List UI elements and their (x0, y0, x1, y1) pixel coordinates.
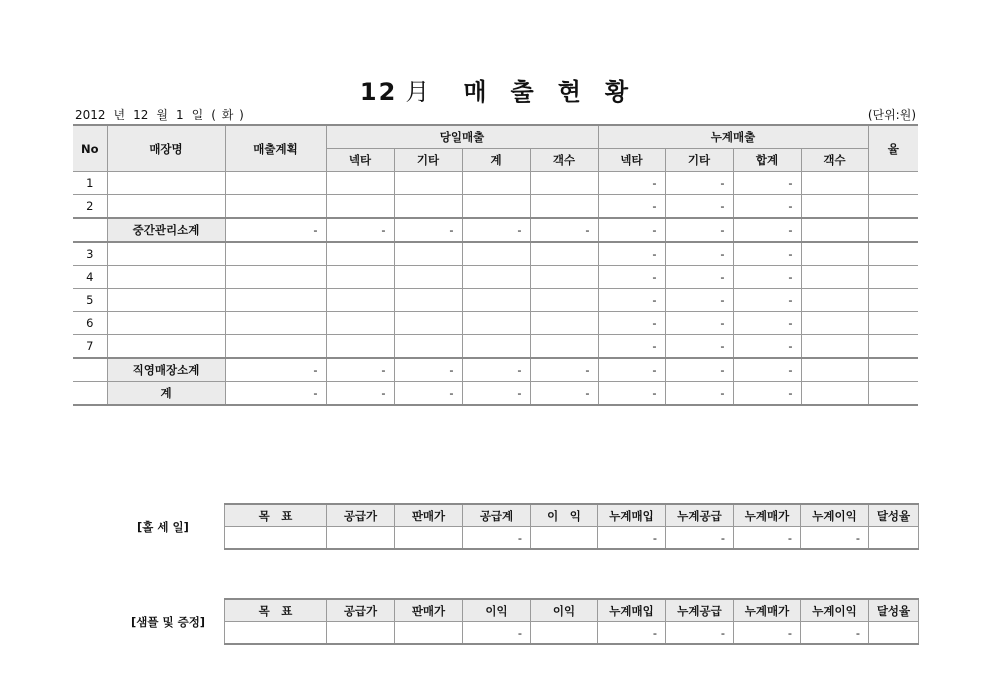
value-cell: - (462, 358, 530, 382)
value-cell (531, 622, 598, 645)
subtotal-row (73, 218, 918, 242)
header-plan: 매출계획 (225, 125, 326, 172)
value-cell (530, 312, 598, 335)
value-cell: - (598, 172, 665, 195)
report-date (75, 106, 252, 123)
value-cell (462, 242, 530, 266)
column-header: 이 익 (531, 504, 598, 527)
value-cell: - (598, 382, 665, 406)
value-cell: - (326, 358, 394, 382)
value-cell: - (733, 172, 801, 195)
value-cell: - (598, 622, 666, 645)
value-cell: - (326, 382, 394, 406)
header-today-col: 넥타 (326, 149, 394, 172)
value-cell: - (665, 195, 733, 219)
value-cell (868, 335, 918, 359)
sample-label: [샘플 및 증정] (131, 615, 206, 629)
value-cell: - (598, 527, 666, 550)
date-day: 1 (176, 108, 184, 122)
value-cell: - (665, 242, 733, 266)
value-cell (225, 172, 326, 195)
value-cell: - (666, 527, 734, 550)
value-cell (868, 218, 918, 242)
value-cell: - (225, 358, 326, 382)
row-number: 2 (73, 195, 107, 219)
title-char: 출 (510, 78, 536, 106)
value-cell: - (733, 358, 801, 382)
value-cell (225, 289, 326, 312)
column-header: 목 표 (225, 504, 327, 527)
column-header: 목 표 (225, 599, 327, 622)
value-cell: - (598, 289, 665, 312)
row-number: 6 (73, 312, 107, 335)
value-cell (326, 172, 394, 195)
column-header: 판매가 (395, 599, 463, 622)
column-header: 누계매가 (734, 504, 801, 527)
date-year: 2012 (75, 108, 106, 122)
value-cell (326, 195, 394, 219)
column-header: 누계공급 (666, 599, 734, 622)
table-row (73, 335, 918, 359)
value-cell (868, 195, 918, 219)
value-cell (462, 266, 530, 289)
value-cell (462, 312, 530, 335)
header-today-col: 기타 (394, 149, 462, 172)
value-cell: - (733, 289, 801, 312)
value-cell: - (598, 266, 665, 289)
value-cell (225, 622, 327, 645)
value-cell (395, 527, 463, 550)
value-cell: - (598, 358, 665, 382)
store-name-cell (107, 242, 225, 266)
header-cumulative-col: 객수 (801, 149, 868, 172)
header-cumulative-sales: 누계매출 (598, 125, 868, 149)
header-rate: 율 (868, 125, 918, 172)
value-cell (801, 382, 868, 406)
value-cell: - (734, 622, 801, 645)
store-name-cell (107, 266, 225, 289)
value-cell: - (462, 218, 530, 242)
header-store: 매장명 (107, 125, 225, 172)
value-cell (225, 312, 326, 335)
date-month: 12 (133, 108, 149, 122)
value-cell: - (733, 218, 801, 242)
value-cell: - (326, 218, 394, 242)
column-header: 누계공급 (666, 504, 734, 527)
column-header: 공급가 (327, 599, 395, 622)
value-cell (394, 195, 462, 219)
header-cumulative-col: 넥타 (598, 149, 665, 172)
value-cell: - (598, 312, 665, 335)
sample-table (224, 598, 919, 645)
value-cell (801, 242, 868, 266)
value-cell (868, 172, 918, 195)
title-month: 月 (405, 78, 432, 106)
value-cell (868, 266, 918, 289)
value-cell: - (733, 335, 801, 359)
value-cell: - (530, 358, 598, 382)
value-cell (530, 335, 598, 359)
value-cell (868, 382, 918, 406)
value-cell (868, 289, 918, 312)
column-header: 판매가 (395, 504, 463, 527)
value-cell (326, 242, 394, 266)
value-cell (394, 266, 462, 289)
value-cell (801, 172, 868, 195)
column-header: 누계매입 (598, 504, 666, 527)
title-word (441, 78, 630, 106)
value-cell: - (530, 382, 598, 406)
value-cell (394, 242, 462, 266)
column-header: 달성율 (869, 504, 919, 527)
sales-table-body (73, 172, 918, 406)
value-cell (530, 172, 598, 195)
value-cell: - (665, 312, 733, 335)
value-cell: - (801, 527, 869, 550)
value-cell: - (598, 195, 665, 219)
column-header: 달성율 (869, 599, 919, 622)
table-row (73, 195, 918, 219)
value-cell: - (598, 335, 665, 359)
value-cell (801, 289, 868, 312)
value-cell (530, 242, 598, 266)
store-name-cell (107, 312, 225, 335)
title-number: 12 (359, 78, 398, 106)
value-cell (868, 242, 918, 266)
store-name-cell: 직영매장소계 (107, 358, 225, 382)
value-cell (462, 335, 530, 359)
value-cell (801, 266, 868, 289)
store-name-cell: 계 (107, 382, 225, 406)
value-cell (530, 266, 598, 289)
value-cell: - (463, 527, 531, 550)
value-cell: - (665, 382, 733, 406)
column-header: 이익 (531, 599, 598, 622)
value-cell (225, 195, 326, 219)
value-cell: - (733, 312, 801, 335)
page-title (0, 72, 990, 107)
value-cell (394, 312, 462, 335)
store-name-cell (107, 335, 225, 359)
value-cell (225, 527, 327, 550)
value-cell: - (394, 358, 462, 382)
unit-label: (단위:원) (867, 108, 916, 122)
value-cell: - (665, 266, 733, 289)
row-number: 7 (73, 335, 107, 359)
table-row (73, 172, 918, 195)
value-cell (869, 622, 919, 645)
title-char: 황 (604, 78, 631, 106)
value-cell (326, 289, 394, 312)
value-cell (394, 289, 462, 312)
row-number: 1 (73, 172, 107, 195)
column-header: 누계매입 (598, 599, 666, 622)
header-today-col: 객수 (530, 149, 598, 172)
value-cell: - (665, 218, 733, 242)
row-number: 3 (73, 242, 107, 266)
value-cell (462, 289, 530, 312)
value-cell: - (733, 195, 801, 219)
value-cell: - (463, 622, 531, 645)
value-cell: - (598, 218, 665, 242)
table-row (73, 312, 918, 335)
value-cell (462, 195, 530, 219)
row-number: 5 (73, 289, 107, 312)
subtotal-row (73, 358, 918, 382)
value-cell (327, 527, 395, 550)
value-cell (225, 242, 326, 266)
header-no: No (73, 125, 107, 172)
header-today-col: 계 (462, 149, 530, 172)
value-cell (326, 312, 394, 335)
value-cell (801, 358, 868, 382)
header-today-sales: 당일매출 (326, 125, 598, 149)
value-cell (225, 266, 326, 289)
value-cell: - (734, 527, 801, 550)
date-year-unit: 년 (113, 108, 126, 122)
value-cell (462, 172, 530, 195)
value-cell: - (733, 242, 801, 266)
store-name-cell: 중간관리소계 (107, 218, 225, 242)
sales-status-table (73, 124, 918, 406)
value-cell: - (733, 382, 801, 406)
value-cell (326, 266, 394, 289)
value-cell: - (666, 622, 734, 645)
value-cell: - (665, 289, 733, 312)
value-cell: - (394, 218, 462, 242)
table-row (73, 289, 918, 312)
row-number (73, 218, 107, 242)
title-char: 매 (463, 78, 489, 106)
column-header: 공급계 (463, 504, 531, 527)
value-cell (327, 622, 395, 645)
wholesale-table (224, 503, 919, 550)
value-cell: - (462, 382, 530, 406)
column-header: 누계이익 (801, 504, 869, 527)
store-name-cell (107, 195, 225, 219)
date-day-unit: 일 (191, 108, 204, 122)
value-cell (868, 312, 918, 335)
value-cell (225, 335, 326, 359)
column-header: 공급가 (327, 504, 395, 527)
value-cell: - (733, 266, 801, 289)
value-cell (801, 218, 868, 242)
value-cell (530, 195, 598, 219)
store-name-cell (107, 172, 225, 195)
column-header: 누계이익 (801, 599, 869, 622)
value-cell: - (394, 382, 462, 406)
value-cell (868, 358, 918, 382)
value-cell: - (530, 218, 598, 242)
row-number: 4 (73, 266, 107, 289)
value-cell: - (225, 218, 326, 242)
value-cell (801, 335, 868, 359)
header-cumulative-col: 합계 (733, 149, 801, 172)
wholesale-label: [홀 세 일] (137, 520, 189, 534)
value-cell (531, 527, 598, 550)
title-char: 현 (557, 78, 583, 106)
value-cell (394, 335, 462, 359)
date-weekday: ( 화 ) (211, 108, 244, 122)
value-cell: - (665, 172, 733, 195)
value-cell (326, 335, 394, 359)
value-cell: - (598, 242, 665, 266)
value-cell: - (665, 335, 733, 359)
value-cell (801, 312, 868, 335)
value-cell: - (665, 358, 733, 382)
row-number (73, 358, 107, 382)
value-cell (394, 172, 462, 195)
table-row (73, 266, 918, 289)
column-header: 누계매가 (734, 599, 801, 622)
value-cell (801, 195, 868, 219)
value-cell: - (225, 382, 326, 406)
value-cell: - (801, 622, 869, 645)
value-cell (869, 527, 919, 550)
column-header: 이익 (463, 599, 531, 622)
store-name-cell (107, 289, 225, 312)
value-cell (530, 289, 598, 312)
subtotal-row (73, 382, 918, 406)
date-month-unit: 월 (156, 108, 169, 122)
header-cumulative-col: 기타 (665, 149, 733, 172)
row-number (73, 382, 107, 406)
value-cell (395, 622, 463, 645)
table-row (73, 242, 918, 266)
